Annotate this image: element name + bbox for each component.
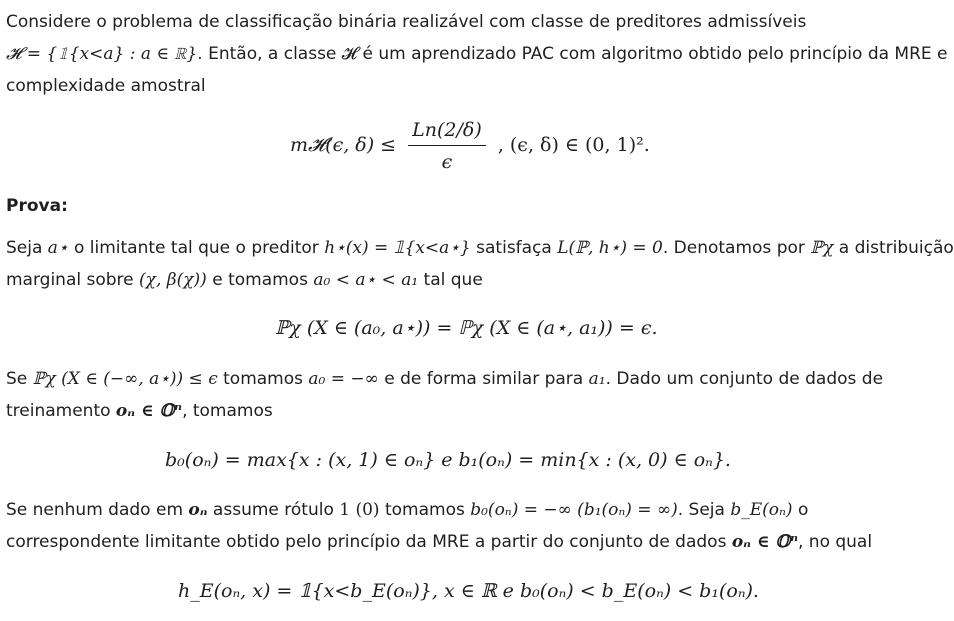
- p2-text-d: . Dado um conjunto de dados de: [605, 369, 884, 389]
- intro-line-3: complexidade amostral: [6, 76, 206, 96]
- intro-line-2: [6, 44, 948, 64]
- p1-text-a: Seja: [6, 238, 48, 258]
- p1-text-b: o limitante tal que o preditor: [68, 238, 325, 258]
- p2-text-c: e de forma similar para: [378, 369, 589, 389]
- p1-line-2: [6, 270, 483, 290]
- intro-line-2-text: . Então, a classe 𝓗 é um aprendizado PAC com algoritmo obtido pelo princípio da MRE e: [197, 44, 948, 64]
- p1-text-f: marginal sobre: [6, 270, 140, 290]
- p2-text-b: tomamos: [217, 369, 309, 389]
- eq1-lhs: m𝓗(ϵ, δ) ≤: [290, 134, 397, 156]
- p2-text-e: treinamento: [6, 401, 116, 421]
- p3-math-b0: b₀(oₙ) = −∞ (b₁(oₙ) = ∞): [470, 500, 678, 520]
- eq1-rhs: , (ϵ, δ) ∈ (0, 1)².: [497, 134, 650, 156]
- p3-text-f: correspondente limitante obtido pelo princípio da MRE a partir do conjunto de dados: [6, 532, 732, 552]
- eq1-numerator: Ln(2/δ): [408, 118, 486, 146]
- p2-line-1: [6, 369, 883, 389]
- p3-line-1: [6, 500, 808, 520]
- hypothesis-class-definition: 𝓗 = {𝟙{x<a} : a ∈ ℝ}: [6, 44, 198, 64]
- p3-text-b: assume rótulo: [207, 500, 340, 520]
- p1-math-loss: L(ℙ, h⋆) = 0: [557, 238, 663, 258]
- sample-complexity-equation: [290, 118, 650, 174]
- proof-title: Prova:: [6, 196, 68, 216]
- eq1-denominator: ϵ: [441, 151, 453, 173]
- p3-line-2: [6, 532, 872, 552]
- p1-text-e: a distribuição: [833, 238, 954, 258]
- probability-equation: ℙχ (X ∈ (a₀, a⋆)) = ℙχ (X ∈ (a⋆, a₁)) = ϵ.: [275, 317, 658, 339]
- p3-text-g: , no qual: [797, 532, 873, 552]
- p2-math-a0: a₀ = −∞: [308, 369, 379, 389]
- p2-line-2: [6, 401, 273, 421]
- p1-text-d: . Denotamos por: [662, 238, 811, 258]
- p2-text-a: Se: [6, 369, 33, 389]
- erm-predictor-equation: h_E(oₙ, x) = 𝟙{x<b_E(oₙ)}, x ∈ ℝ e b₀(oₙ) < b_E(oₙ) < b₁(oₙ).: [178, 580, 759, 602]
- p3-math-dataset: oₙ ∈ 𝕆ⁿ: [731, 532, 798, 552]
- p1-math-space: (χ, β(χ)): [139, 270, 207, 290]
- p3-text-a: Se nenhum dado em: [6, 500, 189, 520]
- p2-math-a1: a₁: [588, 369, 606, 389]
- p1-text-c: satisfaça: [470, 238, 558, 258]
- p2-text-f: , tomamos: [182, 401, 273, 421]
- p3-text-d: . Seja: [677, 500, 731, 520]
- p2-math-condition: ℙχ (X ∈ (−∞, a⋆)) ≤ ϵ: [32, 369, 218, 389]
- eq1-fraction: [408, 118, 486, 174]
- p3-math-label: 1 (0): [339, 500, 380, 520]
- b0-b1-equation: b₀(oₙ) = max{x : (x, 1) ∈ oₙ} e b₁(oₙ) = min{x : (x, 0) ∈ oₙ}.: [165, 449, 731, 471]
- p3-text-e: o: [792, 500, 809, 520]
- intro-line-1: Considere o problema de classificação binária realizável com classe de preditores admissíveis: [6, 12, 807, 32]
- p1-text-h: tal que: [418, 270, 483, 290]
- p3-text-c: tomamos: [379, 500, 471, 520]
- p1-math-astar: a⋆: [47, 238, 69, 258]
- p1-text-g: e tomamos: [206, 270, 314, 290]
- p2-math-dataset: oₙ ∈ 𝕆ⁿ: [115, 401, 183, 421]
- p3-math-bE: b_E(oₙ): [730, 500, 793, 520]
- p1-line-1: [6, 238, 954, 258]
- p1-math-marginal: ℙχ: [810, 238, 834, 258]
- p1-math-bounds: a₀ < a⋆ < a₁: [313, 270, 419, 290]
- p1-math-predictor: h⋆(x) = 𝟙{x<a⋆}: [324, 238, 471, 258]
- p3-math-on: oₙ: [188, 500, 208, 520]
